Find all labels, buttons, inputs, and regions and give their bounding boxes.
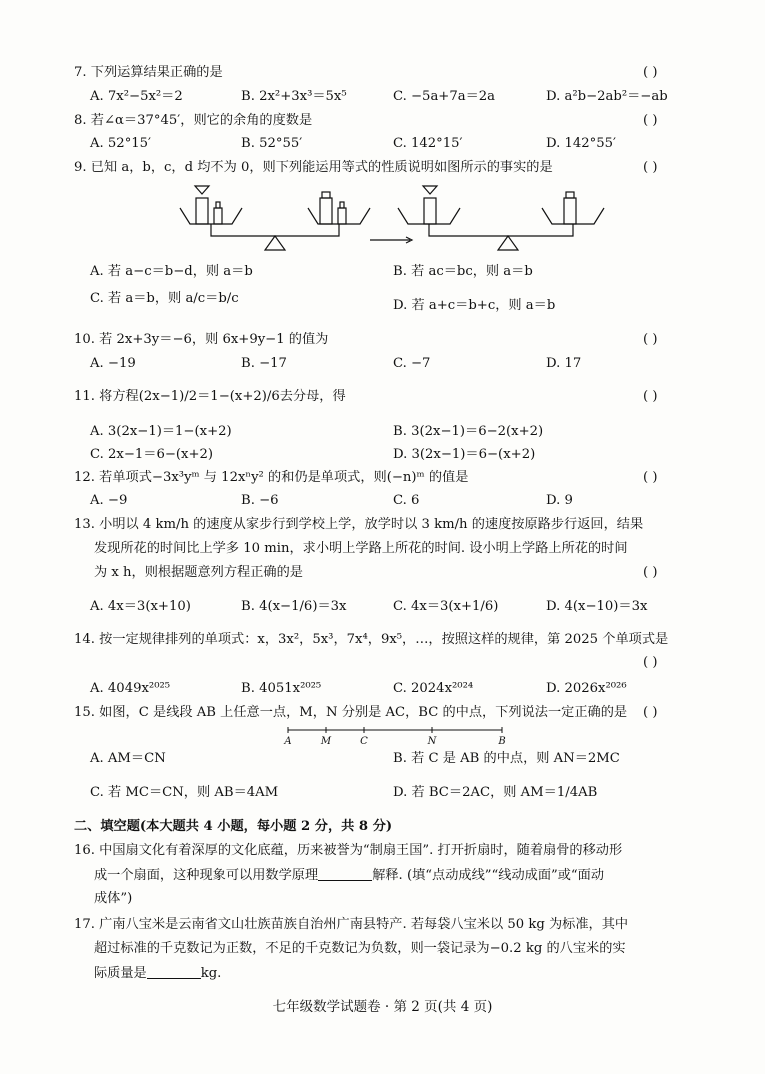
q9-stem: 9. 已知 a，b，c，d 均不为 0，则下列能运用等式的性质说明如图所示的事实的是: [74, 160, 553, 175]
q17-line2: 超过标准的千克数记为正数，不足的千克数记为负数，则一袋记录为−0.2 kg 的八宝米的实: [94, 941, 626, 956]
q7-option-b: B. 2x²+3x³＝5x⁵: [241, 89, 347, 104]
q16-line3: 成体”): [94, 891, 133, 906]
q15-option-b: B. 若 C 是 AB 的中点，则 AN＝2MC: [393, 751, 620, 766]
q13-option-a: A. 4x＝3(x+10): [90, 599, 191, 614]
q15-option-c: C. 若 MC＝CN，则 AB＝4AM: [90, 785, 279, 800]
q15-stem: 15. 如图，C 是线段 AB 上任意一点，M，N 分别是 AC，BC 的中点，下列说法一定正确的是: [74, 705, 628, 720]
q7-option-a: A. 7x²−5x²＝2: [90, 89, 183, 104]
q10-option-a: A. −19: [90, 356, 136, 371]
q17-line3: [94, 966, 221, 980]
q16-line2b-text: 解释. (填“点动成线”“线动成面”或“面动: [372, 868, 605, 883]
q7-option-d: D. a²b−2ab²＝−ab: [546, 89, 668, 104]
q8-answer-paren: ( ): [643, 113, 658, 128]
q12-option-a: A. −9: [90, 493, 128, 508]
point-label-a: A: [284, 736, 292, 746]
q14-option-b: B. 4051x²⁰²⁵: [241, 681, 322, 696]
q9-option-b: B. 若 ac＝bc，则 a＝b: [393, 264, 533, 279]
q10-option-d: D. 17: [546, 356, 582, 371]
q13-option-b: B. 4(x−1/6)＝3x: [241, 599, 347, 614]
q11-stem: 11. 将方程(2x−1)/2＝1−(x+2)/6去分母，得: [74, 389, 346, 404]
q16-line1: 16. 中国扇文化有着深厚的文化底蕴，历来被誉为“制扇王国”. 打开折扇时，随着扇骨的移动形: [74, 843, 623, 858]
q9-option-a: A. 若 a−c＝b−d，则 a＝b: [90, 264, 253, 279]
q13-option-c: C. 4x＝3(x+1/6): [393, 599, 499, 614]
q11-option-c: C. 2x−1＝6−(x+2): [90, 447, 214, 462]
q14-option-a: A. 4049x²⁰²⁵: [90, 681, 171, 696]
q16-answer-blank[interactable]: [318, 868, 372, 881]
q17-line3-text: 际质量是: [94, 966, 147, 981]
q16-line2: [94, 868, 604, 882]
q10-stem: 10. 若 2x+3y＝−6，则 6x+9y−1 的值为: [74, 332, 329, 347]
q11-option-a: A. 3(2x−1)＝1−(x+2): [90, 424, 232, 439]
q7-stem: 7. 下列运算结果正确的是: [74, 65, 223, 80]
point-label-c: C: [360, 736, 368, 746]
q13-option-d: D. 4(x−10)＝3x: [546, 599, 648, 614]
q15-option-d: D. 若 BC＝2AC，则 AM＝1/4AB: [393, 785, 598, 800]
q14-answer-paren: ( ): [643, 655, 658, 670]
q8-option-b: B. 52°55′: [241, 136, 303, 151]
q16-line2-text: 成一个扇面，这种现象可以用数学原理: [94, 868, 319, 883]
q9-answer-paren: ( ): [643, 160, 658, 175]
q10-option-b: B. −17: [241, 356, 287, 371]
q17-line3b-text: kg.: [200, 966, 222, 981]
q10-option-c: C. −7: [393, 356, 431, 371]
q7-answer-paren: ( ): [643, 65, 658, 80]
q15-answer-paren: ( ): [643, 705, 658, 720]
q14-option-d: D. 2026x²⁰²⁶: [546, 681, 627, 696]
q14-stem: 14. 按一定规律排列的单项式：x，3x²，5x³，7x⁴，9x⁵，…，按照这样的规律，第 2025 个单项式是: [74, 632, 669, 647]
q10-answer-paren: ( ): [643, 332, 658, 347]
q13-line2: 发现所花的时间比上学多 10 min，求小明上学路上所花的时间. 设小明上学路上所花的时间: [94, 541, 628, 556]
q9-option-c: C. 若 a＝b，则 a/c＝b/c: [90, 291, 239, 306]
q12-option-b: B. −6: [241, 493, 279, 508]
q13-answer-paren: ( ): [643, 565, 658, 580]
q8-option-d: D. 142°55′: [546, 136, 617, 151]
q8-option-c: C. 142°15′: [393, 136, 463, 151]
balance-scale-figure: [170, 180, 610, 260]
q12-option-c: C. 6: [393, 493, 420, 508]
q17-line1: 17. 广南八宝米是云南省文山壮族苗族自治州广南县特产. 若每袋八宝米以 50 kg 为标准，其中: [74, 917, 629, 932]
point-label-n: N: [427, 736, 437, 746]
q12-option-d: D. 9: [546, 493, 573, 508]
point-label-b: B: [498, 736, 506, 746]
q8-option-a: A. 52°15′: [90, 136, 152, 151]
q8-stem: 8. 若∠α＝37°45′，则它的余角的度数是: [74, 113, 313, 128]
point-label-m: M: [320, 736, 332, 746]
q12-stem: 12. 若单项式−3x³yᵐ 与 12xⁿy² 的和仍是单项式，则(−n)ᵐ 的值是: [74, 470, 469, 485]
q11-option-d: D. 3(2x−1)＝6−(x+2): [393, 447, 536, 462]
segment-figure: [280, 724, 510, 746]
q9-option-d: D. 若 a+c＝b+c，则 a＝b: [393, 298, 556, 313]
q7-option-c: C. −5a+7a＝2a: [393, 89, 496, 104]
q15-option-a: A. AM＝CN: [90, 751, 166, 766]
q11-option-b: B. 3(2x−1)＝6−2(x+2): [393, 424, 544, 439]
page-footer: 七年级数学试题卷 · 第 2 页(共 4 页): [272, 999, 493, 1015]
q17-answer-blank[interactable]: [147, 966, 201, 979]
q14-option-c: C. 2024x²⁰²⁴: [393, 681, 474, 696]
q11-answer-paren: ( ): [643, 389, 658, 404]
section-fill-in-heading: 二、填空题(本大题共 4 小题，每小题 2 分，共 8 分): [74, 819, 393, 834]
q13-line1: 13. 小明以 4 km/h 的速度从家步行到学校上学，放学时以 3 km/h 的速度按原路步行返回，结果: [74, 517, 644, 532]
q12-answer-paren: ( ): [643, 470, 658, 485]
q13-line3: 为 x h，则根据题意列方程正确的是: [94, 565, 303, 580]
